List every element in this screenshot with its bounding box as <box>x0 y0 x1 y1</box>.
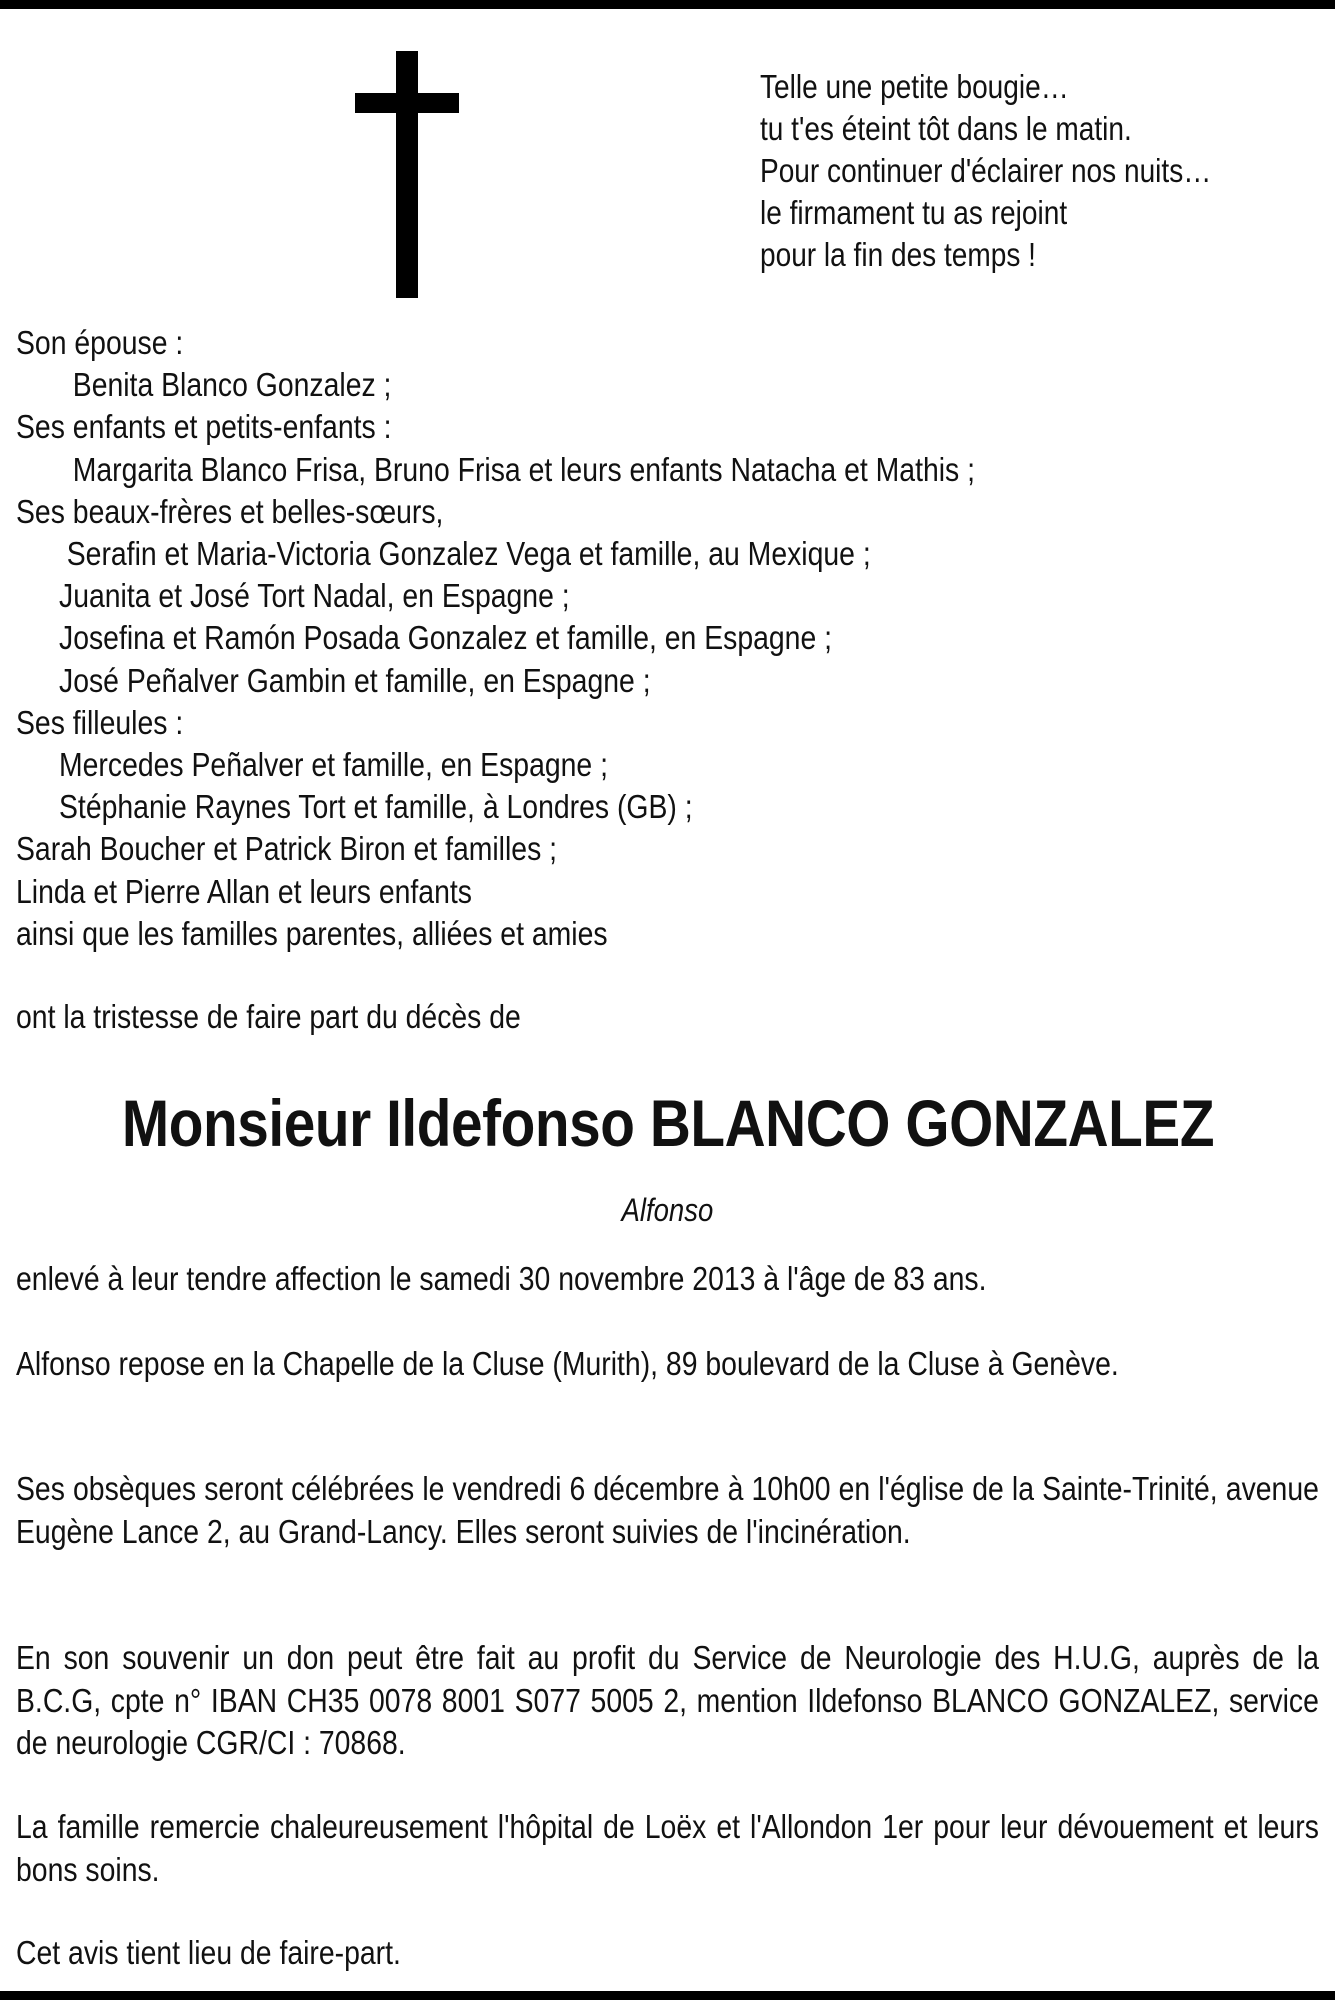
paragraph-text: enlevé à leur tendre affection le samedi 30 novembre 2013 à l'âge de 83 ans. <box>16 1260 987 1297</box>
resting-place-paragraph <box>16 1343 1319 1386</box>
deceased-nickname: Alfonso <box>621 1192 714 1228</box>
poem-line: pour la fin des temps ! <box>760 236 1036 273</box>
deceased-name-heading <box>0 1085 1335 1161</box>
children-heading: Ses enfants et petits-enfants : <box>16 408 392 446</box>
donation-paragraph <box>16 1637 1319 1765</box>
poem <box>760 66 1211 276</box>
paragraph-text: Cet avis tient lieu de faire-part. <box>16 1934 401 1971</box>
cross-vertical-bar <box>396 51 418 298</box>
goddaughters-heading: Ses filleules : <box>16 703 184 741</box>
children-names: Margarita Blanco Frisa, Bruno Frisa et leurs enfants Natacha et Mathis ; <box>72 450 976 488</box>
paragraph-text: La famille remercie chaleureusement l'hôpital de Loëx et l'Allondon 1er pour leur dévouement et leurs bons soins. <box>16 1808 1319 1888</box>
other-family-entry: ainsi que les familles parentes, alliées et amies <box>16 914 608 952</box>
funeral-paragraph <box>16 1468 1319 1553</box>
announcement-text: ont la tristesse de faire part du décès de <box>16 998 521 1035</box>
top-border-rule <box>0 0 1335 9</box>
poem-line: le firmament tu as rejoint <box>760 194 1068 231</box>
bottom-border-rule <box>0 1991 1335 2000</box>
paragraph-text: En son souvenir un don peut être fait au profit du Service de Neurologie des H.U.G, auprès de la B.C.G, cpte n° IBAN CH35 0078 8001 S077 5005 2, mention Ildefonso BLANCO GONZALEZ, service de neurologie CGR/CI : 70868. <box>16 1639 1319 1761</box>
spouse-name: Benita Blanco Gonzalez ; <box>72 366 392 404</box>
thanks-paragraph <box>16 1806 1319 1891</box>
goddaughter-entry: Mercedes Peñalver et famille, en Espagne ; <box>59 746 608 784</box>
other-family-entry: Sarah Boucher et Patrick Biron et familles ; <box>16 830 558 868</box>
inlaw-entry: Juanita et José Tort Nadal, en Espagne ; <box>59 577 570 615</box>
inlaws-heading: Ses beaux-frères et belles-sœurs, <box>16 492 444 530</box>
deceased-nickname-line <box>0 1192 1335 1229</box>
goddaughter-entry: Stéphanie Raynes Tort et famille, à Londres (GB) ; <box>59 788 693 826</box>
deceased-full-name: Monsieur Ildefonso BLANCO GONZALEZ <box>121 1086 1214 1160</box>
spouse-heading: Son épouse : <box>16 324 184 361</box>
death-date-paragraph <box>16 1258 1319 1301</box>
other-family-entry: Linda et Pierre Allan et leurs enfants <box>16 872 472 910</box>
cross-horizontal-bar <box>355 93 459 113</box>
family-list <box>16 322 975 955</box>
poem-line: Pour continuer d'éclairer nos nuits… <box>760 152 1212 189</box>
inlaw-entry: Josefina et Ramón Posada Gonzalez et famille, en Espagne ; <box>59 619 833 657</box>
closing-paragraph <box>16 1932 1319 1975</box>
poem-line: tu t'es éteint tôt dans le matin. <box>760 110 1132 147</box>
paragraph-text: Ses obsèques seront célébrées le vendredi 6 décembre à 10h00 en l'église de la Sainte-Trinité, avenue Eugène Lance 2, au Grand-Lancy. Elles seront suivies de l'incinération. <box>16 1470 1319 1550</box>
paragraph-text: Alfonso repose en la Chapelle de la Cluse (Murith), 89 boulevard de la Cluse à Genève. <box>16 1345 1119 1382</box>
inlaw-entry: Serafin et Maria-Victoria Gonzalez Vega et famille, au Mexique ; <box>66 535 871 573</box>
poem-line: Telle une petite bougie… <box>760 68 1069 105</box>
inlaw-entry: José Peñalver Gambin et famille, en Espagne ; <box>59 661 651 699</box>
